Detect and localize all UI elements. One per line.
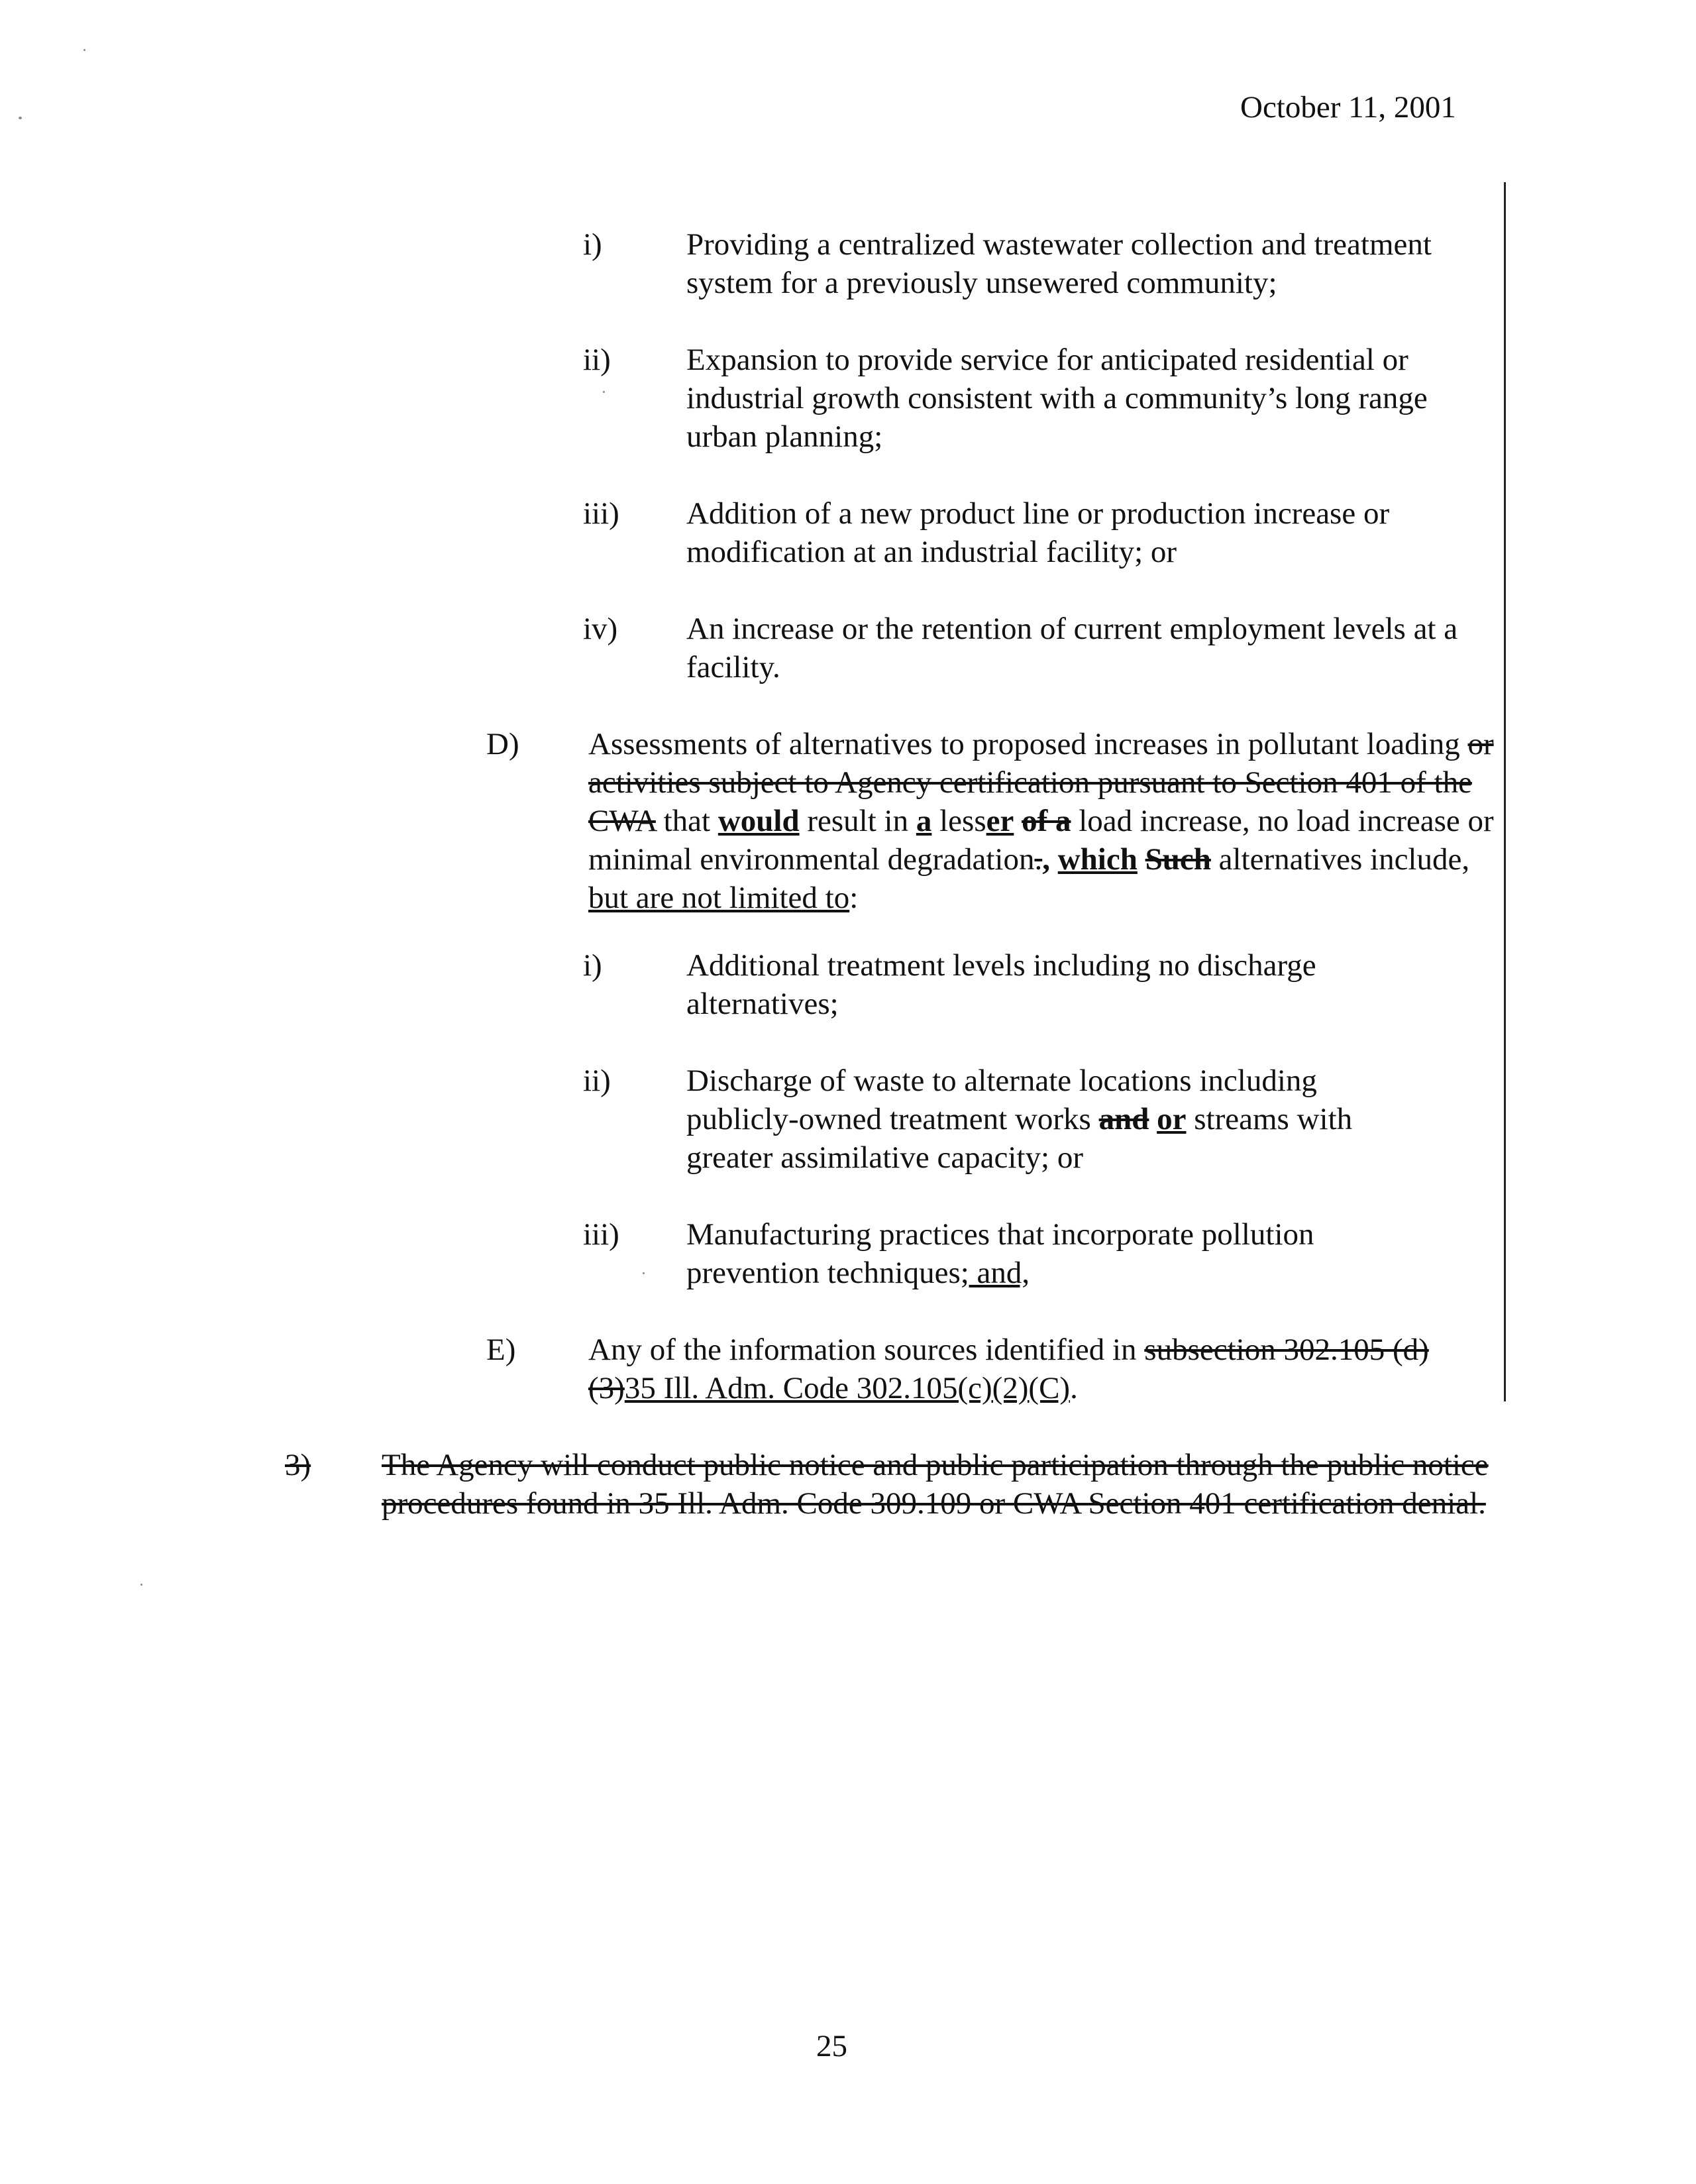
- scan-speck: [603, 391, 605, 393]
- list-item-text: Addition of a new product line or production increase or modification at an industrial facility; or: [686, 496, 1390, 569]
- deleted-text: subsection 302.105 (d)(3): [588, 1333, 1429, 1405]
- section-e-paragraph: Any of the information sources identified in subsection 302.105 (d)(3)35 Ill. Adm. Code 302.105(c)(2)(C).: [588, 1333, 1429, 1405]
- inserted-text: which: [1057, 842, 1138, 877]
- inserted-text: 35 Ill. Adm. Code 302.105(c)(2)(C): [624, 1371, 1071, 1405]
- document-date: October 11, 2001: [1240, 90, 1456, 125]
- revision-change-bar: [1504, 182, 1506, 1401]
- scan-speck: [19, 117, 22, 119]
- deleted-text: or activities subject to Agency certification pursuant to Section 401 of the CWA: [588, 727, 1494, 838]
- list-item-number: iii): [583, 1217, 619, 1252]
- section-letter: D): [486, 727, 519, 761]
- inserted-text: or: [1157, 1102, 1187, 1136]
- inserted-text: ; and,: [960, 1256, 1030, 1290]
- list-item-number: ii): [583, 343, 611, 377]
- section-letter: E): [486, 1333, 516, 1367]
- inserted-text: , but are not limited to: [588, 842, 1470, 915]
- deleted-text: .: [1034, 842, 1043, 877]
- list-item-text: Expansion to provide service for anticipated residential or industrial growth consistent with a community’s long range urban planning;: [686, 343, 1428, 454]
- inserted-text: ,: [1042, 842, 1050, 877]
- deleted-text: Such: [1145, 842, 1211, 877]
- list-item-text: Discharge of waste to alternate locations including publicly-owned treatment works and or streams with greater assimilative capacity; or: [686, 1064, 1353, 1175]
- list-item-text: Additional treatment levels including no discharge alternatives;: [686, 948, 1316, 1021]
- scan-speck: [140, 1584, 142, 1586]
- scan-speck: [83, 49, 85, 51]
- list-item-text: Manufacturing practices that incorporate pollution prevention techniques; and,: [686, 1217, 1314, 1290]
- list-item-text: An increase or the retention of current employment levels at a facility.: [686, 612, 1458, 684]
- deleted-paragraph: The Agency will conduct public notice and public participation through the public notice procedures found in 35 Ill. Adm. Code 309.109 or CWA Section 401 certification denial.: [382, 1448, 1489, 1521]
- section-d-paragraph: Assessments of alternatives to proposed increases in pollutant loading or activities subject to Agency certification pursuant to Section 401 of the CWA that would result in a lesser of a load increase, no load increase or minimal environmental degradation., which Such alternatives include, but are not limited to:: [588, 727, 1494, 915]
- inserted-text: would: [717, 804, 800, 838]
- list-item-number: i): [583, 227, 602, 262]
- deleted-text: and: [1098, 1102, 1149, 1136]
- list-item-number: iii): [583, 496, 619, 531]
- deleted-text: of a: [1022, 804, 1071, 838]
- list-item-text: Providing a centralized wastewater collection and treatment system for a previously unsewered community;: [686, 227, 1432, 300]
- scan-speck: [643, 1272, 645, 1274]
- list-item-number: i): [583, 948, 602, 983]
- list-item-number: ii): [583, 1064, 611, 1098]
- inserted-text: a: [916, 804, 932, 838]
- inserted-text: er: [986, 804, 1014, 838]
- deleted-item-number: 3): [285, 1448, 311, 1482]
- page-number: 25: [816, 2029, 847, 2063]
- list-item-number: iv): [583, 612, 618, 646]
